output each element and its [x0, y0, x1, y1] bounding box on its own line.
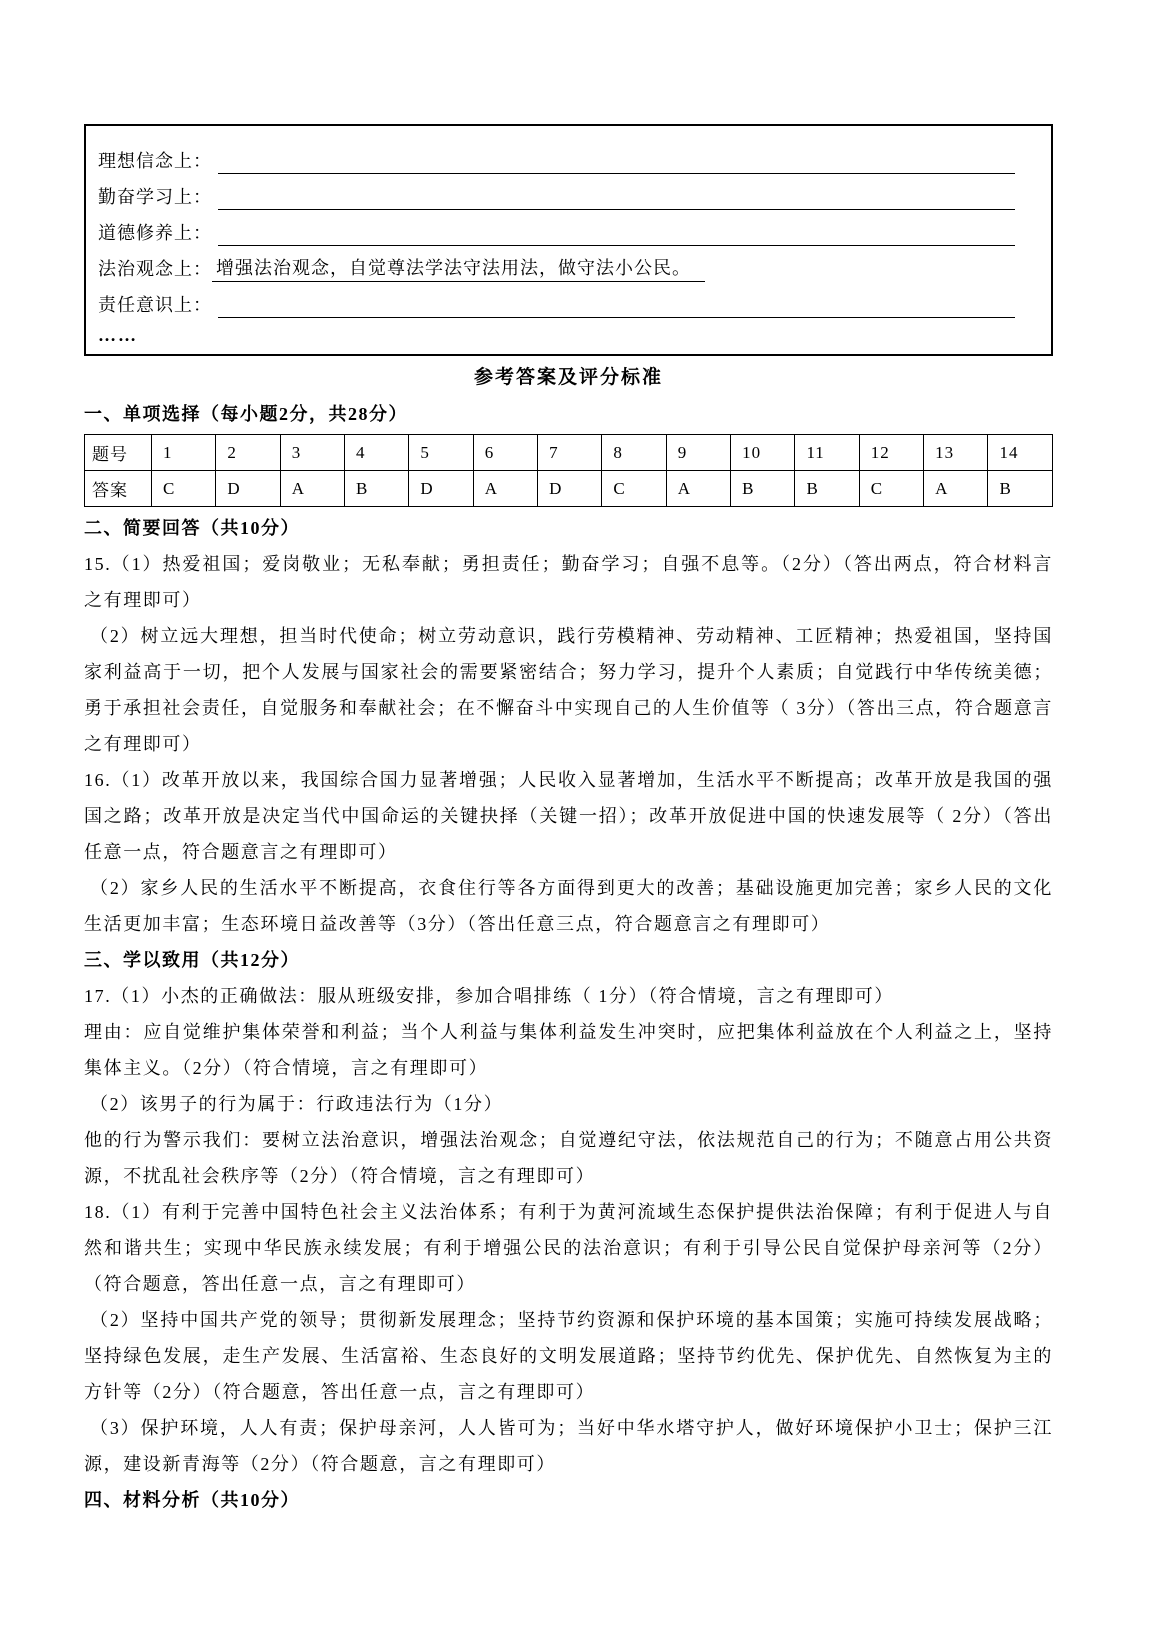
answer-letter-cell: D [538, 471, 602, 507]
worksheet-row-label: 责任意识上： [98, 295, 212, 315]
blank-underline [218, 148, 1015, 174]
question-number-cell: 1 [152, 435, 216, 471]
question-number-cell: 9 [666, 435, 730, 471]
answer-letter-cell: D [216, 471, 280, 507]
question-number-cell: 4 [345, 435, 409, 471]
answer-letter-cell: C [152, 471, 216, 507]
worksheet-row [98, 210, 1015, 246]
worksheet-answer-text: 增强法治观念，自觉尊法学法守法用法，做守法小公民。 [212, 254, 705, 282]
question-number-cell: 8 [602, 435, 666, 471]
answer-letter-cell: C [602, 471, 666, 507]
answer-letter-cell: D [409, 471, 473, 507]
row-header-cell: 答案 [85, 471, 152, 507]
answer-letter-cell: A [473, 471, 537, 507]
answer-paragraph: （2）该男子的行为属于：行政违法行为（1分） [90, 1094, 504, 1114]
section-2-heading: 二、简要回答（共10分） [84, 518, 300, 538]
answer-paragraph: （2）坚持中国共产党的领导；贯彻新发展理念；坚持节约资源和保护环境的基本国策；实施可持续发展战略；坚持绿色发展，走生产发展、生活富裕、生态良好的文明发展道路；坚持节约优先、保护优先、自然恢复为主的方针等（2分）（符合题意，答出任意一点，言之有理即可） [84, 1310, 1053, 1402]
worksheet-row [98, 138, 1015, 174]
answer-paragraph: （2）家乡人民的生活水平不断提高，衣食住行等各方面得到更大的改善；基础设施更加完善；家乡人民的文化生活更加丰富；生态环境日益改善等（3分）（答出任意三点，符合题意言之有理即可） [84, 878, 1053, 934]
question-number-cell: 12 [859, 435, 923, 471]
worksheet-row-label: 理想信念上： [98, 151, 212, 171]
question-number-cell: 3 [280, 435, 344, 471]
answer-paragraph: 17.（1）小杰的正确做法：服从班级安排，参加合唱排练（ 1分）（符合情境，言之有理即可） [84, 986, 894, 1006]
answer-paragraph: （2）树立远大理想，担当时代使命；树立劳动意识，践行劳模精神、劳动精神、工匠精神；热爱祖国，坚持国家利益高于一切，把个人发展与国家社会的需要紧密结合；努力学习，提升个人素质；自觉践行中华传统美德；勇于承担社会责任，自觉服务和奉献社会；在不懈奋斗中实现自己的人生价值等（ 3分）（答出三点，符合题意言之有理即可） [84, 626, 1053, 754]
section-3-heading: 三、学以致用（共12分） [84, 950, 300, 970]
answer-paragraph: 理由：应自觉维护集体荣誉和利益；当个人利益与集体利益发生冲突时，应把集体利益放在个人利益之上，坚持集体主义。（2分）（符合情境，言之有理即可） [84, 1022, 1053, 1078]
worksheet-row-label: 法治观念上： [98, 259, 212, 279]
page-title: 参考答案及评分标准 [473, 367, 663, 388]
answer-letter-cell: B [345, 471, 409, 507]
answer-letter-row [85, 471, 1053, 507]
answer-letter-cell: B [795, 471, 859, 507]
answer-letter-cell: C [859, 471, 923, 507]
blank-underline [218, 184, 1015, 210]
answers-table [84, 434, 1053, 507]
answer-letter-cell: B [731, 471, 795, 507]
answer-letter-cell: B [988, 471, 1053, 507]
question-number-cell: 13 [924, 435, 988, 471]
answer-paragraph: 他的行为警示我们：要树立法治意识，增强法治观念；自觉遵纪守法，依法规范自己的行为；不随意占用公共资源，不扰乱社会秩序等（2分）（符合情境，言之有理即可） [84, 1130, 1053, 1186]
document-page [84, 124, 1053, 1518]
answer-paragraph: 16.（1）改革开放以来，我国综合国力显著增强；人民收入显著增加，生活水平不断提高；改革开放是我国的强国之路；改革开放是决定当代中国命运的关键抉择（关键一招）；改革开放促进中国的快速发展等（ 2分）（答出任意一点，符合题意言之有理即可） [84, 770, 1053, 862]
ellipsis-text: …… [98, 325, 138, 345]
question-number-cell: 2 [216, 435, 280, 471]
answer-paragraph: 18.（1）有利于完善中国特色社会主义法治体系；有利于为黄河流域生态保护提供法治保障；有利于促进人与自然和谐共生；实现中华民族永续发展；有利于增强公民的法治意识；有利于引导公民自觉保护母亲河等（2分）（符合题意，答出任意一点，言之有理即可） [84, 1202, 1053, 1294]
question-number-cell: 11 [795, 435, 859, 471]
answer-paragraph: （3）保护环境，人人有责；保护母亲河，人人皆可为；当好中华水塔守护人，做好环境保护小卫士；保护三江源，建设新青海等（2分）（符合题意，言之有理即可） [84, 1418, 1053, 1474]
answer-letter-cell: A [924, 471, 988, 507]
question-number-cell: 6 [473, 435, 537, 471]
blank-underline [218, 292, 1015, 318]
question-number-cell: 14 [988, 435, 1053, 471]
blank-underline [218, 220, 1015, 246]
worksheet-row-label: 道德修养上： [98, 223, 212, 243]
question-number-row [85, 435, 1053, 471]
worksheet-box [84, 124, 1053, 356]
answer-letter-cell: A [666, 471, 730, 507]
worksheet-row-label: 勤奋学习上： [98, 187, 212, 207]
worksheet-row [98, 246, 1015, 282]
answer-paragraph: 15.（1）热爱祖国；爱岗敬业；无私奉献；勇担责任；勤奋学习；自强不息等。（2分）（答出两点，符合材料言之有理即可） [84, 554, 1053, 610]
question-number-cell: 5 [409, 435, 473, 471]
answer-letter-cell: A [280, 471, 344, 507]
row-header-cell: 题号 [85, 435, 152, 471]
question-number-cell: 7 [538, 435, 602, 471]
section-1-heading: 一、单项选择（每小题2分，共28分） [84, 404, 408, 424]
worksheet-row [98, 174, 1015, 210]
worksheet-row [98, 282, 1015, 318]
section-4-heading: 四、材料分析（共10分） [84, 1490, 300, 1510]
question-number-cell: 10 [731, 435, 795, 471]
